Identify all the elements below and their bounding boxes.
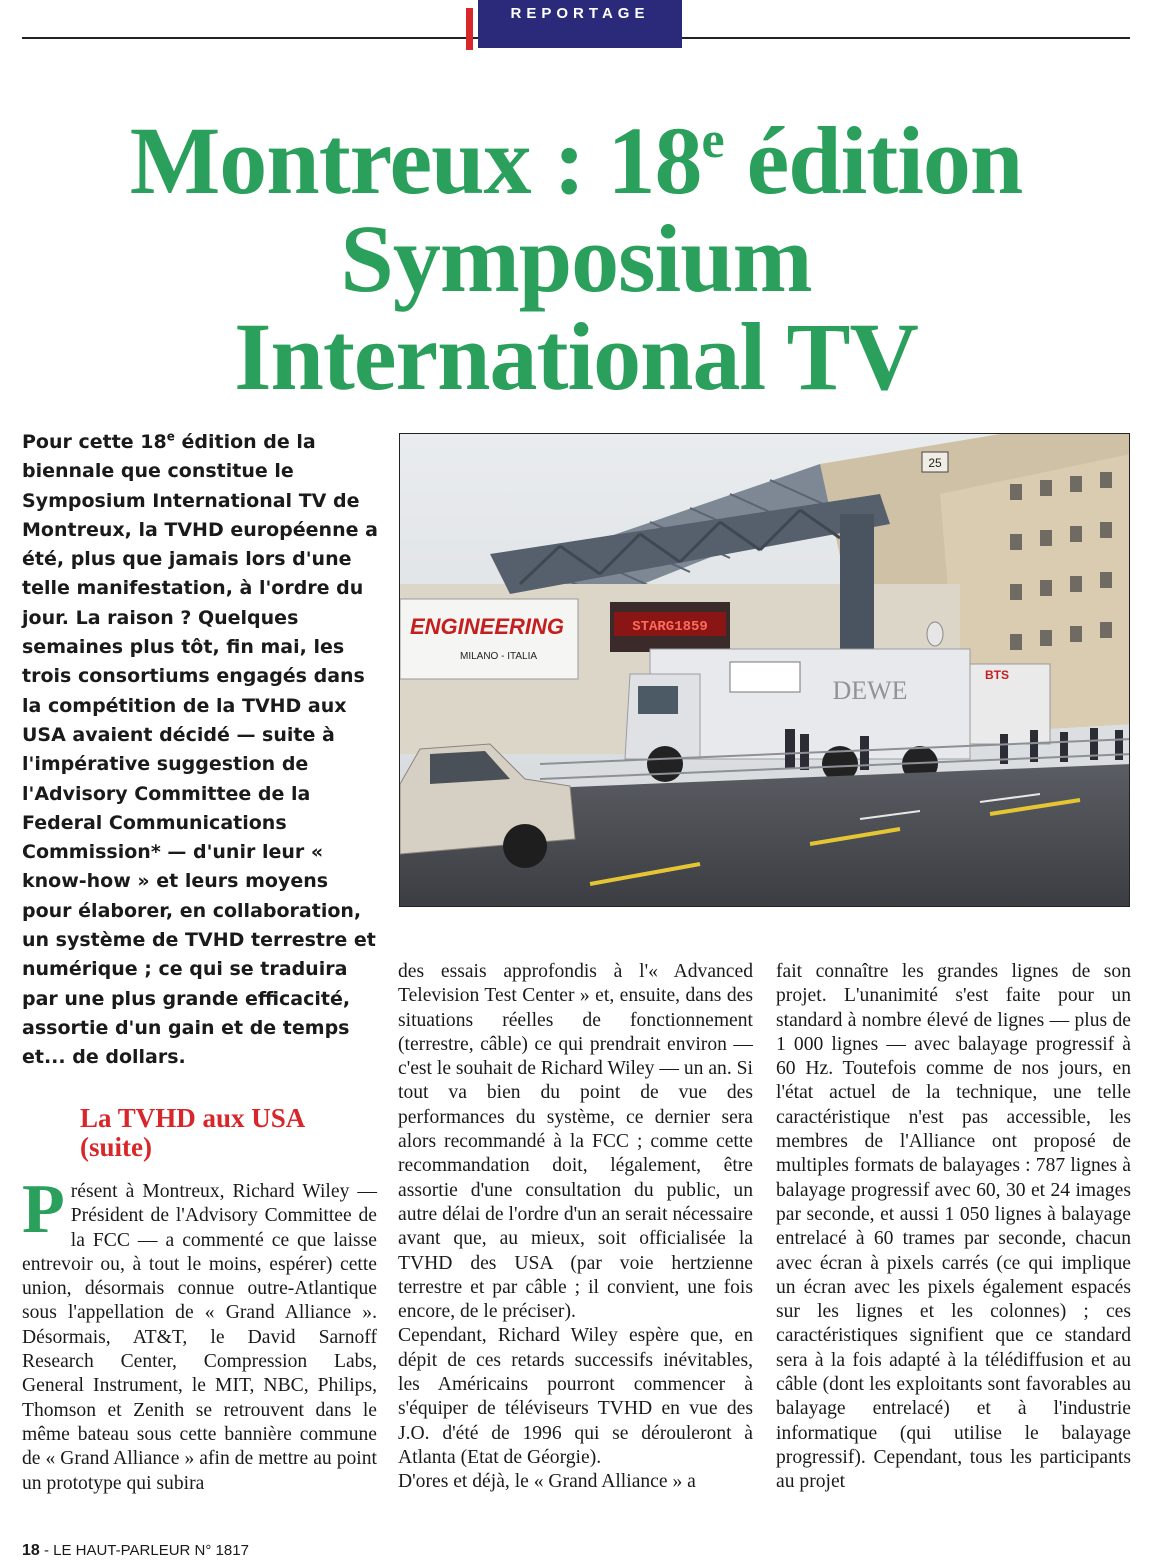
- title-line2: Symposium: [340, 205, 812, 312]
- photo-truck-label: DEWE: [832, 676, 908, 705]
- body-paragraph: Cependant, Richard Wiley espère que, en dépit de ces retards successifs inévitables, les Américains pourront commencer à s'équiper de téléviseurs TVHD en vue des J.O. d'été de 1996 qui se dérouleront à Atlanta (Etat de Géorgie).: [398, 1325, 753, 1468]
- drop-cap: P: [22, 1171, 65, 1248]
- section-marker: [466, 8, 473, 50]
- article-title: [20, 107, 1132, 410]
- body-paragraph: des essais approfondis à l'« Advanced Television Test Center » et, ensuite, dans des situations réelles de fonctionnement (terrestre, câble) ce qui prendrait environ — c'est le souhait de Richard Wiley — un an. Si tout va bien du point de vue des performances du système, ce dernier sera alors recommandé à la FCC ; comme cette recommandation doit, légalement, être assortie d'une consultation du public, un autre délai de l'ordre d'un an serait nécessaire avant que, au mieux, soit officialisée la TVHD des USA (par voie hertzienne terrestre et par câble ; il convient, une fois encore, de le préciser).: [398, 961, 753, 1323]
- photo-booth-label: BTS: [985, 668, 1009, 682]
- photo-banner-sub: MILANO - ITALIA: [460, 651, 538, 662]
- body-paragraph: fait connaître les grandes lignes de son projet. L'unanimité s'est faite pour un standard à nombre élevé de lignes — plus de 1 000 lignes — avec balayage progressif à 60 Hz. Toutefois comme de nos jours, en l'état actuel de la technique, une telle caractéristique n'est pas accessible, les membres de l'Alliance ont proposé de multiples formats de balayages : 787 lignes à balayage progressif avec 60, 30 et 24 images par seconde, et aussi 1 050 lignes à balayage entrelacé à 60 trames par seconde, chacun avec écran à pixels carrés (ce qui implique un écran avec les pixels également espacés sur les lignes et les colonnes) ; ces caractéristiques signifient que ce standard sera à la fois adapté à la télédiffusion et au câble (dont les exploitants sont favorables au balayage entrelacé) et à l'industrie informatique (qui utilise le balayage progressif). Cependant, tous les participants au projet: [776, 961, 1131, 1493]
- article-photo: [399, 433, 1130, 907]
- body-paragraph: D'ores et déjà, le « Grand Alliance » a: [398, 1471, 696, 1493]
- title-line1: Montreux : 18e édition: [129, 107, 1023, 214]
- body-column-2: [398, 960, 753, 1495]
- page-footer: [22, 1542, 249, 1560]
- subheading: La TVHD aux USA (suite): [80, 1103, 306, 1162]
- publication-name: - LE HAUT-PARLEUR N° 1817: [39, 1542, 249, 1559]
- section-label: REPORTAGE: [478, 0, 682, 48]
- svg-text:STARG1859: STARG1859: [632, 619, 708, 635]
- body-column-3: [776, 960, 1131, 1495]
- title-line3: International TV: [234, 303, 918, 410]
- body-column-1: [22, 1171, 377, 1496]
- body-text-col1: résent à Montreux, Richard Wiley — Président de l'Advisory Committee de la FCC — a commenté ce que laisse entrevoir ou, à tout le moins, espérer) cette union, désormais connue outre-Atlantique sous l'appellation de « Grand Alliance ». Désormais, AT&T, le David Sarnoff Research Center, Compression Labs, General Instrument, le MIT, NBC, Philips, Thomson et Zenith se retrouvent dans le même bateau sous cette bannière commune de « Grand Alliance » afin de mettre au point un prototype qui subira: [22, 1181, 377, 1494]
- photo-sign-number: 25: [928, 456, 942, 470]
- page-number: 18: [22, 1542, 40, 1559]
- photo-banner-text: ENGINEERING: [410, 614, 565, 639]
- lead-paragraph: Pour cette 18e édition de la biennale que constitue le Symposium International TV de Montreux, la TVHD européenne a été, plus que jamais lors d'une telle manifestation, à l'ordre du jour. La raison ? Quelques semaines plus tôt, fin mai, les trois consortiums engagés dans la compétition de la TVHD aux USA avaient décidé — suite à l'impérative suggestion de l'Advisory Committee de la Federal Communications Commission* — d'unir leur « know-how » et leurs moyens pour élaborer, en collaboration, un système de TVHD terrestre et numérique ; ce qui se traduira par une plus grande efficacité, assortie d'un gain et de temps et... de dollars.: [22, 429, 378, 1069]
